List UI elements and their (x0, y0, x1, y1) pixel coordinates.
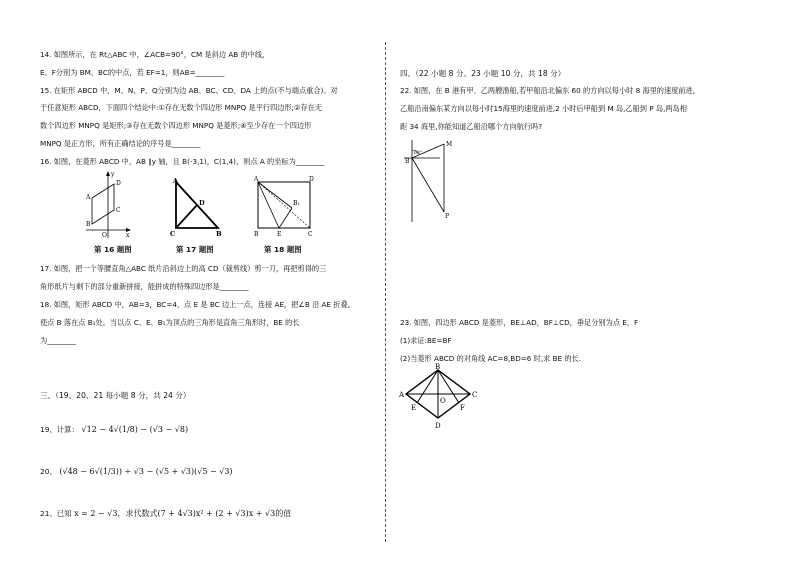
fig16-y-arrow (106, 171, 110, 176)
figure-22 (400, 136, 460, 224)
q19-label: 19、计算： (40, 425, 79, 434)
fig16-label-c: C (116, 207, 121, 214)
fig16-label-o: O (102, 232, 107, 239)
fig17-height-cd (176, 205, 197, 228)
fig23-label-f: F (460, 404, 465, 412)
q14-line-2: E、F分别为 BM、BC的中点，若 EF=1，则AB=________ (40, 68, 225, 77)
fig18-caption: 第 18 题图 (264, 245, 302, 254)
fig16-label-b: B (86, 221, 91, 228)
q18-line-1: 18. 如图，矩形 ABCD 中，AB=3，BC=4，点 E 是 BC 边上一点，连接 AE，把∠B 沿 AE 折叠， (40, 300, 355, 309)
fig16-label-y: y (111, 171, 115, 178)
section-3-heading: 三、（19、20、21 每小题 8 分，共 24 分） (40, 391, 191, 400)
fig23-label-e: E (411, 404, 417, 412)
fig23-label-a: A (399, 391, 405, 399)
fig16-label-d: D (116, 180, 121, 187)
fig18-ab1 (258, 182, 292, 208)
column-divider (385, 42, 386, 542)
q15-line-3: 数个四边形 MNPQ 是矩形;③存在无数个四边形 MNPQ 是菱形;④至少存在一个四边形 (40, 121, 312, 130)
question-20 (40, 466, 233, 477)
fig18-label-a: A (254, 176, 259, 183)
fig16-rhombus (92, 184, 114, 224)
q23-line-1: 23. 如图，四边形 ABCD 是菱形，BE⊥AD，BF⊥CD，垂足分别为点 E，F (400, 318, 639, 327)
q20-expression: (√48 − 6√(1/3)) ÷ √3 − (√5 + √3)(√5 − √3) (59, 467, 233, 476)
fig17-label-d: D (199, 199, 205, 207)
q19-expression: √12 − 4√(1/8) − (√3 − √8) (81, 425, 189, 434)
q15-line-4: MNPQ 是正方形，所有正确结论的序号是________ (40, 139, 201, 148)
fig23-label-c: C (472, 391, 478, 399)
section-4-heading: 四、（22 小题 8 分、23 小题 10 分，共 18 分） (400, 69, 566, 78)
fig22-label-b: B (405, 158, 410, 165)
fig17-label-a: A (173, 177, 179, 185)
figure-18 (252, 176, 318, 238)
q15-line-2: 于任意矩形 ABCD，下面四个结论中:①存在无数个四边形 MNPQ 是平行四边形;②存在无 (40, 103, 323, 112)
fig17-caption: 第 17 题图 (176, 245, 214, 254)
fig22-label-m: M (446, 141, 453, 148)
fig22-route-bp (412, 158, 444, 212)
fig18-fold-ae (258, 182, 279, 228)
q21-label: 21、已知 (40, 509, 72, 518)
fig18-label-d: D (309, 176, 314, 183)
figure-23 (398, 362, 482, 432)
fig23-label-b: B (435, 363, 441, 371)
fig16-label-a: A (86, 194, 91, 201)
fig18-label-b1: B₁ (293, 200, 300, 207)
fig18-label-b: B (254, 231, 259, 238)
fig18-label-e: E (277, 231, 282, 238)
fig16-label-x: x (126, 232, 130, 239)
figure-17 (168, 176, 226, 238)
fig23-label-o: O (440, 397, 446, 405)
figure-16 (78, 170, 133, 242)
fig22-label-p: P (445, 213, 450, 220)
q22-line-1: 22. 如图，在 B 港有甲、乙两艘渔船,若甲船沿北偏东 60 的方向以每小时 8 海里的速度前进， (400, 86, 700, 95)
q21-expression: x = 2 − √3，求代数式(7 + 4√3)x² + (2 + √3)x + √3的值 (74, 509, 292, 518)
q18-line-3: 为________ (40, 336, 76, 345)
q23-line-2: (1)求证:BE=BF (400, 336, 452, 345)
q17-line-1: 17. 如图，把一个等腰直角△ABC 纸片沿斜边上的高 CD（裁剪线）剪一刀，再把剪得的三 (40, 264, 327, 273)
fig16-caption: 第 16 题图 (94, 245, 132, 254)
fig17-label-b: B (216, 230, 222, 238)
question-21 (40, 508, 291, 519)
fig18-eb1 (279, 208, 292, 228)
q23-line-3: (2)当菱形 ABCD 的对角线 AC=8,BD=6 时,求 BE 的长. (400, 354, 582, 363)
q14-line-1: 14. 如图所示，在 Rt△ABC 中，∠ACB=90°，CM 是斜边 AB 的中线， (40, 50, 270, 59)
q18-line-2: 使点 B 落在点 B₁处。当以点 C、E、B₁为顶点的三角形是直角三角形时，BE 的长 (40, 318, 300, 327)
fig23-be (417, 370, 438, 403)
q22-line-3: 距 34 海里,你能知道乙船沿哪个方向航行吗? (400, 122, 543, 131)
question-19 (40, 424, 188, 435)
q20-label: 20、 (40, 467, 57, 476)
q15-line-1: 15. 在矩形 ABCD 中，M、N、P、Q分别为边 AB、BC、CD、DA 上的点(不与端点重合)。对 (40, 86, 338, 95)
fig18-rectangle (258, 182, 310, 228)
fig22-label-60: 60° (414, 151, 422, 156)
q22-line-2: 乙船沿南偏东某方向以每小时15海里的速度前进,2 小时后甲船到 M 岛,乙船到 P 岛,两岛相 (400, 104, 687, 113)
fig18-diagonal (258, 182, 310, 228)
question-16: 16. 如图，在菱形 ABCD 中，AB ∥y 轴，且 B(-3,1)，C(1,4)，则点 A 的坐标为________ (40, 157, 325, 166)
fig18-label-c: C (308, 231, 313, 238)
q17-line-2: 角形纸片与剩下的部分重新拼接，能拼成的特殊四边形是________ (40, 282, 249, 291)
fig23-label-d: D (435, 422, 441, 430)
fig17-label-c: C (170, 230, 176, 238)
